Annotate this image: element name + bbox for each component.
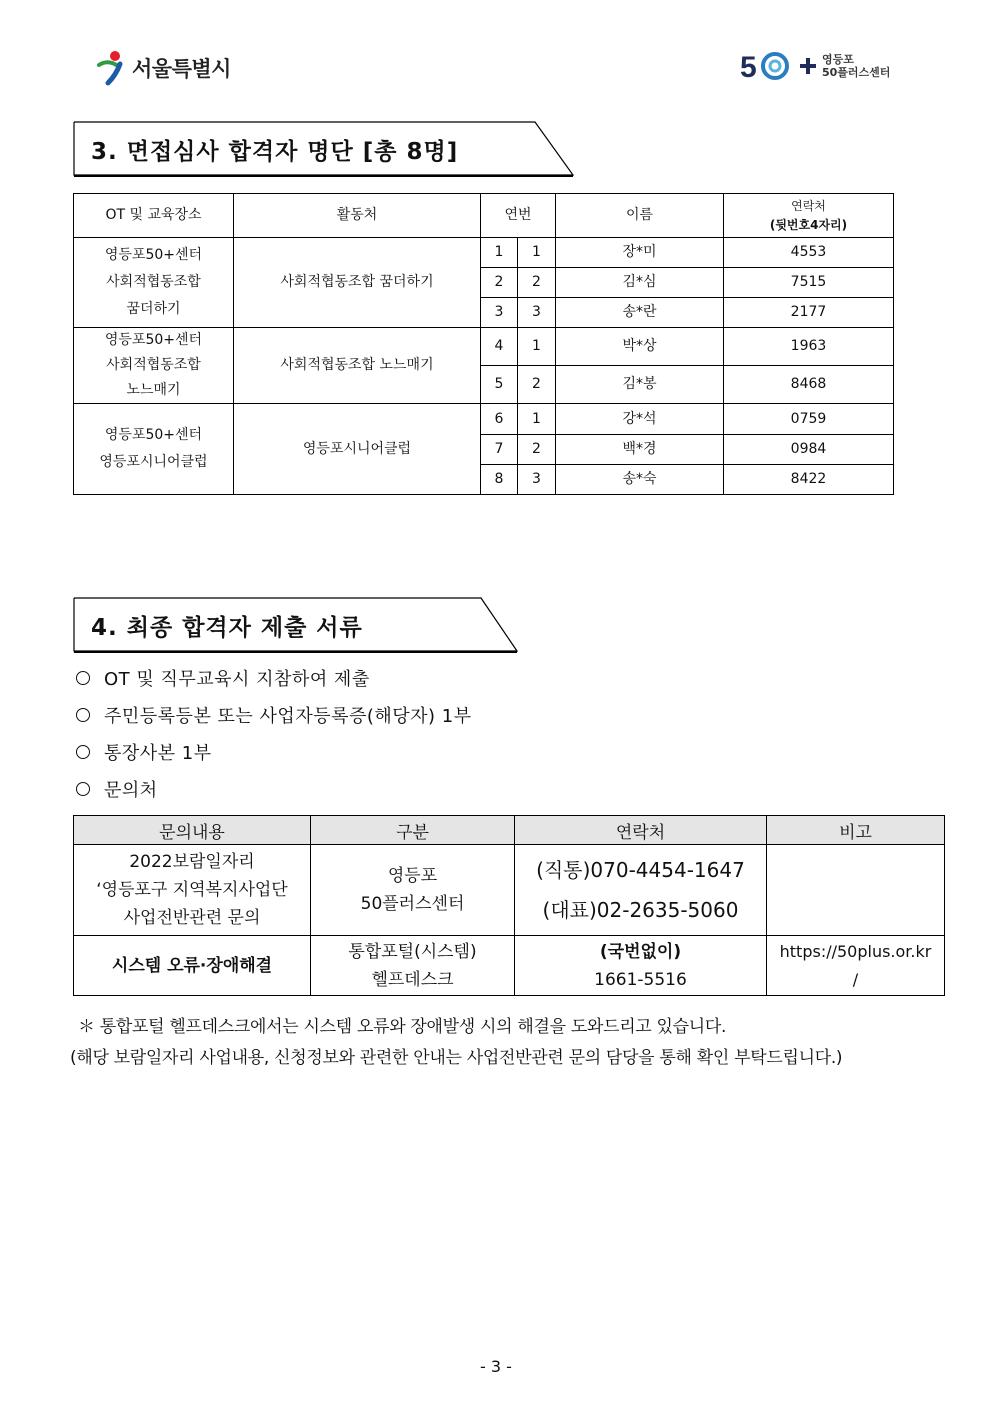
svg-text:5: 5 [740, 51, 757, 84]
circle-bullet-icon [76, 782, 90, 796]
seq-num: 2 [518, 268, 556, 298]
table-row [74, 238, 894, 268]
name-cell: 송*란 [556, 298, 724, 328]
name-cell: 김*봉 [556, 366, 724, 404]
table-row [74, 328, 894, 366]
content-line: 사업전반관련 문의 [123, 908, 261, 928]
bullet-item [76, 776, 158, 802]
section3-title: 3. 면접심사 합격자 명단 [총 8명] [91, 139, 459, 165]
seoul-logo [96, 48, 231, 88]
place-line: 꿈더하기 [126, 301, 181, 317]
org-cell: 영등포시니어클럽 [234, 404, 481, 495]
total-num: 5 [481, 366, 518, 404]
place-line: 노느매기 [126, 382, 181, 398]
header-place: OT 및 교육장소 [74, 194, 234, 238]
content-line: 2022보람일자리 [129, 852, 255, 872]
bullet-text: OT 및 직무교육시 지참하여 제출 [104, 669, 370, 690]
phone-cell: 8422 [724, 465, 894, 495]
contact-row [74, 936, 945, 996]
table-row [74, 404, 894, 435]
content-cell: 시스템 오류·장애해결 [74, 936, 311, 996]
seoul-emblem-icon [96, 49, 130, 87]
section4-title: 4. 최종 합격자 제출 서류 [91, 615, 363, 641]
total-num: 1 [481, 238, 518, 268]
seoul-logo-text: 서울특별시 [132, 57, 231, 81]
circle-bullet-icon [76, 708, 90, 722]
content-line: ‘영등포구 지역복지사업단 [96, 880, 288, 900]
category-line: 영등포 [387, 866, 438, 886]
total-num: 7 [481, 435, 518, 465]
center-logo [740, 46, 890, 86]
place-line: 영등포시니어클럽 [99, 454, 208, 470]
note-line2: (해당 보람일자리 사업내용, 신청정보와 관련한 안내는 사업전반관련 문의 담당을 통해 확인 부탁드립니다.) [70, 1048, 843, 1068]
place-line: 영등포50+센터 [104, 332, 203, 348]
name-cell: 장*미 [556, 238, 724, 268]
circle-bullet-icon [76, 745, 90, 759]
fifty-plus-logo-icon [740, 46, 818, 86]
category-cell [311, 936, 515, 996]
phone-main: (대표)02-2635-5060 [542, 898, 739, 922]
bullet-text: 문의처 [104, 780, 158, 801]
name-cell: 김*심 [556, 268, 724, 298]
page-number: - 3 - [480, 1357, 512, 1376]
name-cell: 송*숙 [556, 465, 724, 495]
category-cell [311, 845, 515, 936]
center-logo-line1: 영등포 [822, 53, 854, 66]
seq-num: 1 [518, 328, 556, 366]
category-line: 헬프데스크 [371, 969, 454, 990]
note-cell [767, 936, 945, 996]
place-cell [74, 404, 234, 495]
contact-row [74, 845, 945, 936]
header-contact: 연락처 [515, 816, 767, 845]
center-logo-text [822, 53, 890, 79]
place-line: 영등포50+센터 [104, 427, 203, 443]
phone-prefix-note: (국번없이) [599, 941, 682, 962]
circle-bullet-icon [76, 671, 90, 685]
table-header-row [74, 194, 894, 238]
website-link[interactable]: https://50plus.or.kr [779, 941, 932, 961]
note-line1: ＊ 통합포털 헬프데스크에서는 시스템 오류와 장애발생 시의 해결을 도와드리고 있습니다. [78, 1017, 727, 1037]
seq-num: 1 [518, 404, 556, 435]
place-cell [74, 328, 234, 404]
section3-heading [73, 121, 578, 177]
phone-cell: 7515 [724, 268, 894, 298]
name-cell: 박*상 [556, 328, 724, 366]
header-num: 연번 [481, 194, 556, 238]
phone-cell: 8468 [724, 366, 894, 404]
header-contact-line2: (뒷번호4자리) [769, 217, 848, 232]
phone-cell [515, 845, 767, 936]
phone-cell: 4553 [724, 238, 894, 268]
total-num: 2 [481, 268, 518, 298]
bullet-item [76, 702, 472, 728]
place-cell [74, 238, 234, 328]
header-content: 문의내용 [74, 816, 311, 845]
seq-num: 2 [518, 366, 556, 404]
bullet-text: 주민등록등본 또는 사업자등록증(해당자) 1부 [104, 706, 472, 727]
bullet-text: 통장사본 1부 [104, 743, 212, 764]
place-line: 사회적협동조합 [106, 357, 201, 373]
contact-header-row [74, 816, 945, 845]
website-link-tail: / [852, 969, 859, 989]
seq-num: 3 [518, 465, 556, 495]
header-contact [724, 194, 894, 238]
content-cell [74, 845, 311, 936]
phone-cell: 2177 [724, 298, 894, 328]
section4-heading [73, 597, 523, 653]
name-cell: 백*경 [556, 435, 724, 465]
bullet-item [76, 739, 212, 765]
header-note: 비고 [767, 816, 945, 845]
org-cell: 사회적협동조합 노느매기 [234, 328, 481, 404]
place-line: 영등포50+센터 [104, 247, 203, 263]
header-name: 이름 [556, 194, 724, 238]
phone-helpdesk: 1661-5516 [594, 969, 687, 990]
passers-table [73, 193, 894, 495]
seq-num: 3 [518, 298, 556, 328]
place-line: 사회적협동조합 [106, 274, 201, 290]
total-num: 8 [481, 465, 518, 495]
phone-cell: 0759 [724, 404, 894, 435]
name-cell: 강*석 [556, 404, 724, 435]
seq-num: 1 [518, 238, 556, 268]
category-line: 50플러스센터 [360, 894, 465, 914]
phone-cell: 0984 [724, 435, 894, 465]
header-category: 구분 [311, 816, 515, 845]
total-num: 3 [481, 298, 518, 328]
header-org: 활동처 [234, 194, 481, 238]
note-cell [767, 845, 945, 936]
total-num: 6 [481, 404, 518, 435]
bullet-item [76, 665, 370, 691]
org-cell: 사회적협동조합 꿈더하기 [234, 238, 481, 328]
total-num: 4 [481, 328, 518, 366]
phone-cell [515, 936, 767, 996]
category-line: 통합포털(시스템) [348, 941, 477, 962]
center-logo-line2: 50플러스센터 [822, 66, 891, 79]
phone-cell: 1963 [724, 328, 894, 366]
header-contact-line1: 연락처 [791, 198, 826, 213]
seq-num: 2 [518, 435, 556, 465]
phone-direct: (직통)070-4454-1647 [536, 858, 745, 882]
contact-table [73, 815, 945, 996]
